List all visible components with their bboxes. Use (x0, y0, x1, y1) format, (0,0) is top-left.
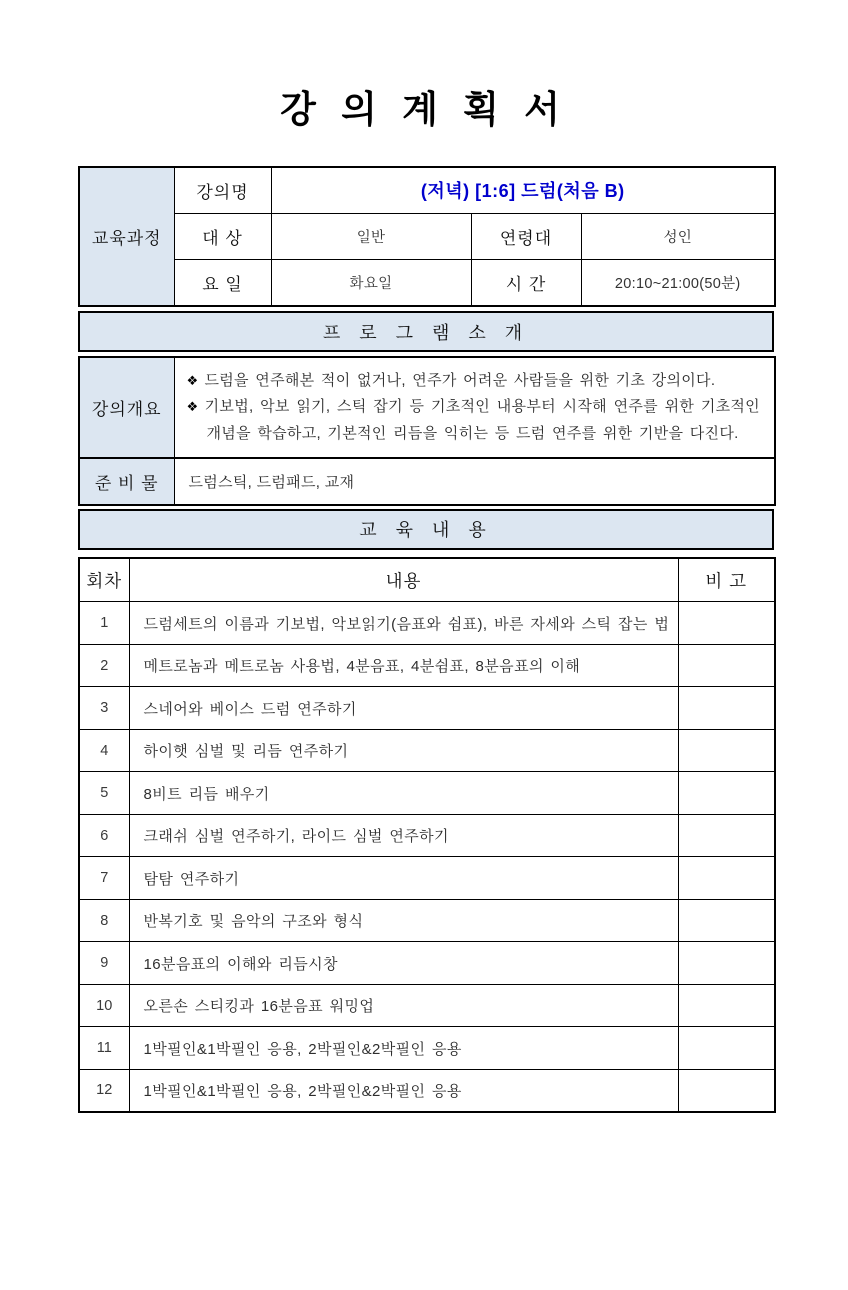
session-number: 8 (79, 899, 129, 942)
curriculum-table (78, 557, 776, 1113)
diamond-bullet-icon: ❖ (186, 399, 199, 415)
session-note (678, 1069, 775, 1112)
age-group-value: 성인 (581, 213, 775, 260)
course-section-label: 교육과정 (79, 167, 174, 307)
session-content: 하이햇 심벌 및 리듬 연주하기 (129, 729, 678, 772)
lecture-name-value: (저녁) [1:6] 드럼(처음 B) (271, 167, 775, 214)
program-intro-table (78, 356, 776, 506)
overview-content (174, 357, 775, 458)
session-content: 반복기호 및 음악의 구조와 형식 (129, 899, 678, 942)
session-content: 오른손 스티킹과 16분음표 워밍업 (129, 984, 678, 1027)
day-value: 화요일 (271, 260, 471, 307)
overview-item (187, 368, 761, 394)
column-header-note: 비 고 (678, 558, 775, 602)
page-title: 강 의 계 획 서 (280, 90, 568, 131)
course-info-table (78, 166, 776, 308)
overview-item-text: 드럼을 연주해본 적이 없거나, 연주가 어려운 사람들을 위한 기초 강의이다. (204, 372, 716, 390)
table-row (79, 984, 775, 1027)
session-note (678, 984, 775, 1027)
curriculum-table-header-row (79, 558, 775, 602)
table-row (79, 942, 775, 985)
column-header-content: 내용 (129, 558, 678, 602)
table-row (79, 772, 775, 815)
overview-item (187, 394, 761, 447)
document-body (78, 166, 774, 1113)
materials-label: 준 비 물 (79, 458, 174, 505)
session-content: 드럼세트의 이름과 기보법, 악보읽기(음표와 쉼표), 바른 자세와 스틱 잡는 법 (129, 602, 678, 645)
session-number: 2 (79, 644, 129, 687)
table-row (79, 899, 775, 942)
session-number: 7 (79, 857, 129, 900)
session-content: 탐탐 연주하기 (129, 857, 678, 900)
session-note (678, 942, 775, 985)
session-number: 5 (79, 772, 129, 815)
session-note (678, 729, 775, 772)
diamond-bullet-icon: ❖ (186, 373, 199, 389)
overview-label: 강의개요 (79, 357, 174, 458)
session-note (678, 772, 775, 815)
session-number: 3 (79, 687, 129, 730)
session-note (678, 814, 775, 857)
session-number: 1 (79, 602, 129, 645)
session-number: 6 (79, 814, 129, 857)
table-row (79, 857, 775, 900)
table-row (79, 602, 775, 645)
table-row (79, 1069, 775, 1112)
table-row (79, 814, 775, 857)
table-row (79, 729, 775, 772)
session-note (678, 644, 775, 687)
session-number: 9 (79, 942, 129, 985)
program-intro-header-bar (78, 311, 774, 352)
time-value: 20:10~21:00(50분) (581, 260, 775, 307)
table-row (79, 644, 775, 687)
session-note (678, 1027, 775, 1070)
session-content: 크래쉬 심벌 연주하기, 라이드 심벌 연주하기 (129, 814, 678, 857)
session-number: 11 (79, 1027, 129, 1070)
overview-item-text: 기보법, 악보 읽기, 스틱 잡기 등 기초적인 내용부터 시작해 연주를 위한 기초적인 개념을 학습하고, 기본적인 리듬을 익히는 등 드럼 연주를 위한 기반을 다진다. (204, 398, 760, 442)
materials-value: 드럼스틱, 드럼패드, 교재 (174, 458, 775, 505)
age-group-label: 연령대 (471, 213, 581, 260)
session-note (678, 899, 775, 942)
column-header-session: 회차 (79, 558, 129, 602)
session-note (678, 602, 775, 645)
session-content: 스네어와 베이스 드럼 연주하기 (129, 687, 678, 730)
session-content: 16분음표의 이해와 리듬시창 (129, 942, 678, 985)
session-content: 1박필인&1박필인 응용, 2박필인&2박필인 응용 (129, 1069, 678, 1112)
curriculum-header-bar (78, 509, 774, 550)
lecture-name-label: 강의명 (174, 167, 271, 214)
session-content: 메트로놈과 메트로놈 사용법, 4분음표, 4분쉼표, 8분음표의 이해 (129, 644, 678, 687)
table-row (79, 687, 775, 730)
program-intro-header: 프 로 그 램 소 개 (79, 312, 773, 351)
curriculum-header: 교 육 내 용 (79, 510, 773, 549)
session-note (678, 857, 775, 900)
day-label: 요 일 (174, 260, 271, 307)
time-label: 시 간 (471, 260, 581, 307)
session-note (678, 687, 775, 730)
session-content: 8비트 리듬 배우기 (129, 772, 678, 815)
session-number: 4 (79, 729, 129, 772)
target-value: 일반 (271, 213, 471, 260)
table-row (79, 1027, 775, 1070)
session-number: 10 (79, 984, 129, 1027)
target-label: 대 상 (174, 213, 271, 260)
session-content: 1박필인&1박필인 응용, 2박필인&2박필인 응용 (129, 1027, 678, 1070)
session-number: 12 (79, 1069, 129, 1112)
